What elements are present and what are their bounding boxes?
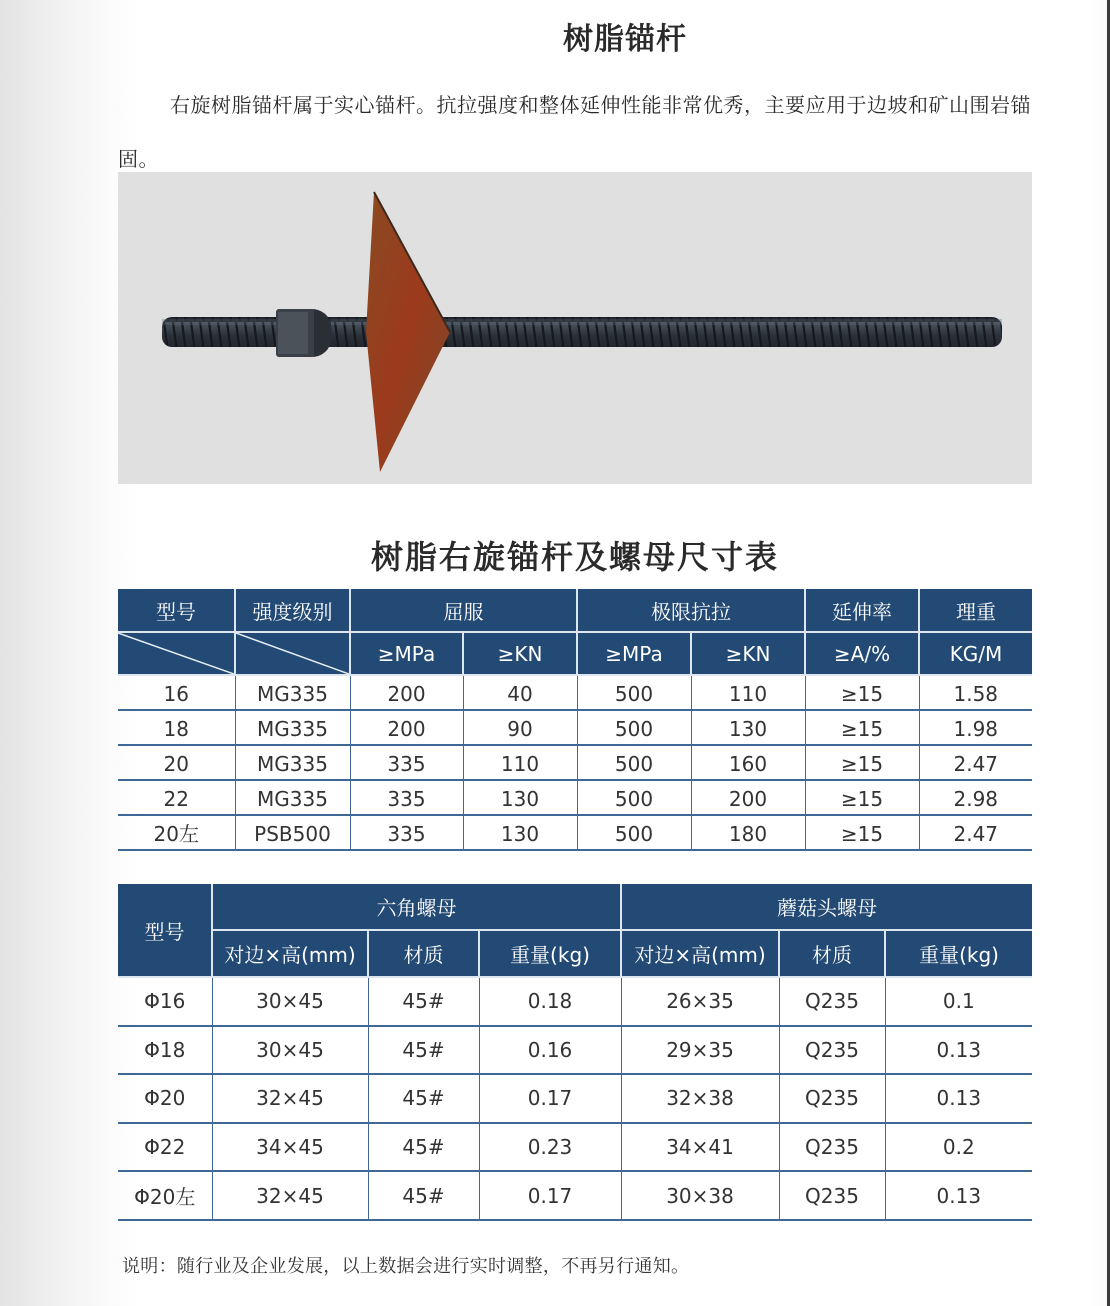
cell: Φ16	[118, 977, 212, 1026]
table-row	[118, 780, 1032, 815]
cell: 500	[577, 780, 691, 815]
cell: MG335	[235, 780, 350, 815]
cell: 1.58	[919, 675, 1032, 710]
cell: 30×45	[212, 977, 368, 1026]
intro-paragraph: 右旋树脂锚杆属于实心锚杆。抗拉强度和整体延伸性能非常优秀，主要应用于边坡和矿山围岩锚固。	[118, 93, 1031, 171]
subheader-yield-kn: ≥KN	[463, 632, 577, 675]
cell: Q235	[779, 1171, 885, 1220]
cell: Φ20左	[118, 1171, 212, 1220]
subheader-hex-weight: 重量(kg)	[479, 930, 621, 977]
anchor-bolt-illustration	[118, 172, 1032, 484]
header-mushroom-nut: 蘑菇头螺母	[621, 884, 1032, 930]
table-row	[118, 1171, 1032, 1220]
table-row	[118, 675, 1032, 710]
cell: 18	[118, 710, 235, 745]
cell: 32×45	[212, 1074, 368, 1123]
cell: 16	[118, 675, 235, 710]
cell: Q235	[779, 1123, 885, 1172]
footnote: 说明：随行业及企业发展，以上数据会进行实时调整，不再另行通知。	[122, 1256, 690, 1277]
cell: 90	[463, 710, 577, 745]
subheader-weight: KG/M	[919, 632, 1032, 675]
cell: 0.13	[885, 1074, 1032, 1123]
cell: 180	[691, 815, 805, 850]
header-yield: 屈服	[350, 589, 577, 632]
table-row	[118, 1074, 1032, 1123]
cell: 500	[577, 675, 691, 710]
cell: 29×35	[621, 1026, 779, 1075]
table-title: 树脂右旋锚杆及螺母尺寸表	[370, 538, 779, 576]
cell: 32×38	[621, 1074, 779, 1123]
cell: 0.17	[479, 1171, 621, 1220]
subheader-mushroom-size: 对边×高(mm)	[621, 930, 779, 977]
cell: ≥15	[805, 710, 919, 745]
cell: 0.18	[479, 977, 621, 1026]
header-model: 型号	[118, 589, 235, 632]
cell: 130	[463, 815, 577, 850]
cell: ≥15	[805, 675, 919, 710]
cell: 335	[350, 745, 463, 780]
cell: 45#	[368, 1026, 479, 1075]
cell: 110	[691, 675, 805, 710]
table-row	[118, 745, 1032, 780]
cell: 1.98	[919, 710, 1032, 745]
bolt-spec-table	[118, 589, 1032, 851]
cell: 110	[463, 745, 577, 780]
cell: MG335	[235, 745, 350, 780]
cell: ≥15	[805, 745, 919, 780]
subheader-mushroom-weight: 重量(kg)	[885, 930, 1032, 977]
cell: 500	[577, 710, 691, 745]
cell: ≥15	[805, 815, 919, 850]
cell: 200	[350, 710, 463, 745]
cell: 500	[577, 745, 691, 780]
cell: Q235	[779, 1074, 885, 1123]
cell: PSB500	[235, 815, 350, 850]
cell: 22	[118, 780, 235, 815]
spec-subheader-row	[118, 632, 1032, 675]
cell: 34×41	[621, 1123, 779, 1172]
cell: 130	[463, 780, 577, 815]
cell: 0.13	[885, 1026, 1032, 1075]
cell: 335	[350, 815, 463, 850]
cell: MG335	[235, 710, 350, 745]
product-photo	[118, 172, 1032, 484]
cell: 130	[691, 710, 805, 745]
cell: 30×38	[621, 1171, 779, 1220]
nut-spec-table	[118, 884, 1032, 1221]
cell: 0.23	[479, 1123, 621, 1172]
spec-header-row	[118, 589, 1032, 632]
table-row	[118, 1026, 1032, 1075]
cell: 500	[577, 815, 691, 850]
header-weight: 理重	[919, 589, 1032, 632]
cell: 0.2	[885, 1123, 1032, 1172]
cell: 2.47	[919, 815, 1032, 850]
subheader-tensile-kn: ≥KN	[691, 632, 805, 675]
table-row	[118, 977, 1032, 1026]
cell: Q235	[779, 977, 885, 1026]
header-model: 型号	[118, 884, 212, 977]
cell: 40	[463, 675, 577, 710]
cell: 0.16	[479, 1026, 621, 1075]
diagonal-cell	[118, 632, 235, 675]
cell: 45#	[368, 977, 479, 1026]
nut-subheader-row	[118, 930, 1032, 977]
cell: 34×45	[212, 1123, 368, 1172]
cell: 45#	[368, 1074, 479, 1123]
subheader-mushroom-material: 材质	[779, 930, 885, 977]
cell: 200	[691, 780, 805, 815]
cell: 45#	[368, 1123, 479, 1172]
table-row	[118, 815, 1032, 850]
cell: 30×45	[212, 1026, 368, 1075]
cell: Φ22	[118, 1123, 212, 1172]
cell: 20左	[118, 815, 235, 850]
cell: Q235	[779, 1026, 885, 1075]
cell: Φ18	[118, 1026, 212, 1075]
header-elongation: 延伸率	[805, 589, 919, 632]
cell: 160	[691, 745, 805, 780]
cell: Φ20	[118, 1074, 212, 1123]
diagonal-cell	[235, 632, 350, 675]
subheader-elongation: ≥A/%	[805, 632, 919, 675]
cell: 200	[350, 675, 463, 710]
cell: MG335	[235, 675, 350, 710]
subheader-tensile-mpa: ≥MPa	[577, 632, 691, 675]
page-title: 树脂锚杆	[563, 22, 687, 57]
cell: 2.47	[919, 745, 1032, 780]
cell: 2.98	[919, 780, 1032, 815]
subheader-yield-mpa: ≥MPa	[350, 632, 463, 675]
subheader-hex-size: 对边×高(mm)	[212, 930, 368, 977]
cell: 45#	[368, 1171, 479, 1220]
table-row	[118, 710, 1032, 745]
cell: 20	[118, 745, 235, 780]
header-hex-nut: 六角螺母	[212, 884, 621, 930]
nut-header-row	[118, 884, 1032, 930]
cell: ≥15	[805, 780, 919, 815]
cell: 0.17	[479, 1074, 621, 1123]
cell: 0.1	[885, 977, 1032, 1026]
header-tensile: 极限抗拉	[577, 589, 805, 632]
table-row	[118, 1123, 1032, 1172]
cell: 0.13	[885, 1171, 1032, 1220]
subheader-hex-material: 材质	[368, 930, 479, 977]
cell: 32×45	[212, 1171, 368, 1220]
cell: 26×35	[621, 977, 779, 1026]
header-grade: 强度级别	[235, 589, 350, 632]
cell: 335	[350, 780, 463, 815]
